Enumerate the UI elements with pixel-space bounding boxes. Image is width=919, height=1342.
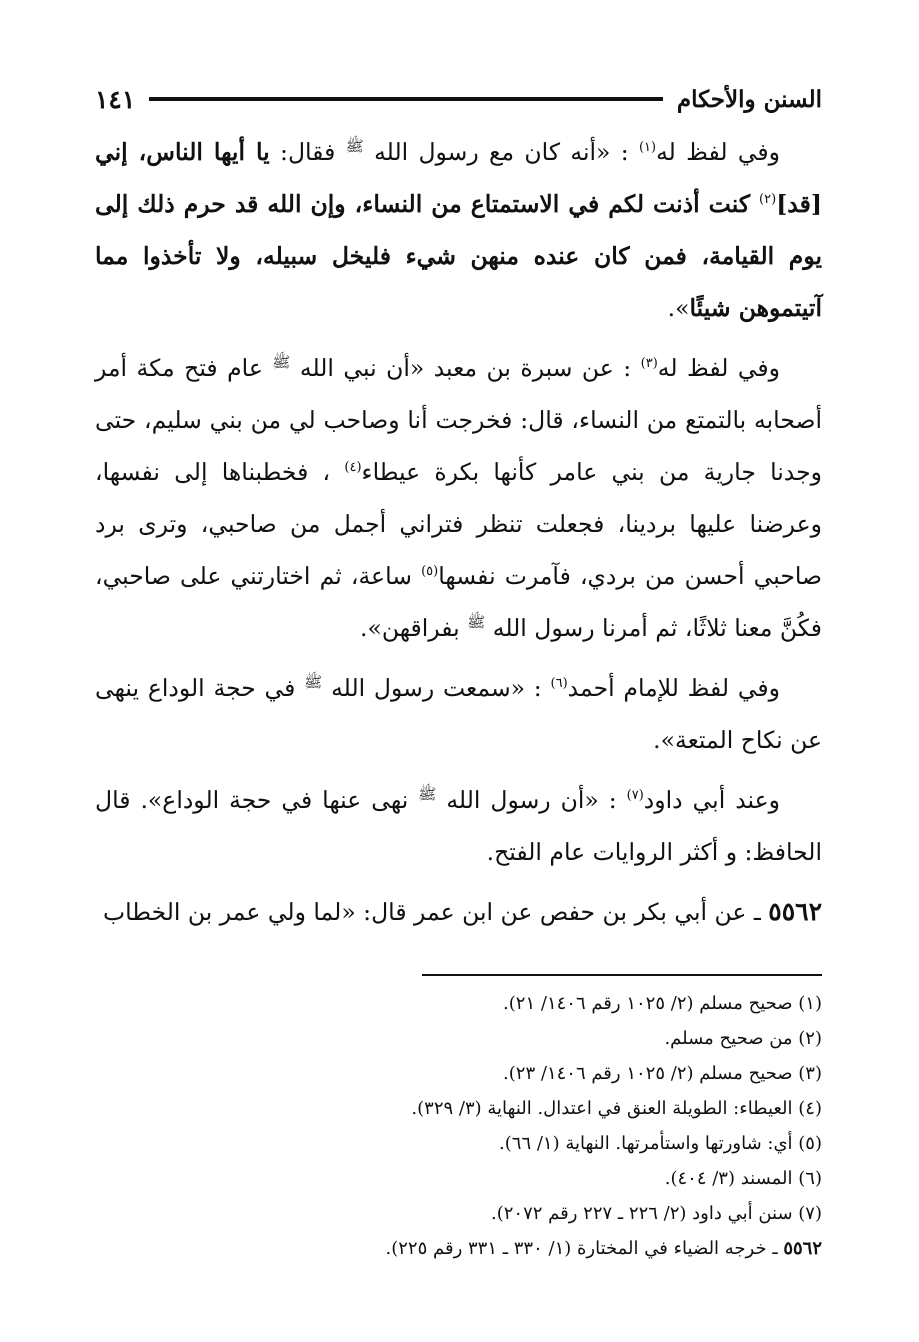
text-span: ـ عن أبي بكر بن حفص عن ابن عمر قال: «لما ولي عمر بن الخطاب	[103, 898, 769, 926]
text-span: وعند أبي داود	[643, 786, 780, 814]
footnote-item	[95, 1091, 822, 1126]
footnote-item	[95, 1021, 822, 1056]
footnote-number: (٣)	[798, 1063, 822, 1084]
hadith-number: ٥٥٦٢	[768, 897, 822, 926]
paragraph-4	[95, 774, 822, 878]
footnote-ref: (٥)	[421, 564, 439, 580]
footnote-number: (٧)	[798, 1203, 822, 1224]
text-span: بفراقهن».	[359, 614, 468, 642]
footnote-text: أي: شاورتها واستأمرتها. النهاية (١/ ٦٦).	[499, 1133, 799, 1154]
footnote-ref: (٣)	[640, 356, 658, 372]
salawat-icon: ﷺ	[345, 137, 364, 156]
footnote-text: ـ خرجه الضياء في المختارة (١/ ٣٣٠ ـ ٣٣١ رقم ٢٢٥).	[385, 1238, 784, 1259]
paragraph-2	[95, 342, 822, 654]
salawat-icon: ﷺ	[272, 353, 291, 372]
footnote-number: (٤)	[798, 1098, 822, 1119]
footnote-text: من صحيح مسلم.	[664, 1028, 799, 1049]
footnote-item	[95, 1196, 822, 1231]
page-number: ١٤١	[95, 84, 136, 114]
text-span: : «أن رسول الله	[436, 786, 627, 814]
text-span: وفي لفظ له	[657, 354, 780, 382]
text-span: وفي لفظ للإمام أحمد	[567, 674, 780, 702]
bold-text: يا أيها الناس، إني [قد]	[95, 138, 822, 218]
footnote-divider	[422, 974, 822, 976]
footnote-text: صحيح مسلم (٢/ ١٠٢٥ رقم ١٤٠٦/ ٢٣).	[503, 1063, 799, 1084]
text-span: ، فخطبناها إلى نفسها، وعرضنا عليها بردينا، فجعلت تنظر فتراني أجمل من صاحبي، وترى برد صاحبي أحسن من بردي، فآمرت نفسها	[95, 458, 822, 590]
text-span: : «سمعت رسول الله	[322, 674, 551, 702]
main-text	[95, 126, 822, 938]
text-span: في حجة الوداع ينهى عن نكاح المتعة».	[95, 674, 822, 754]
footnote-number: (٥)	[798, 1133, 822, 1154]
bold-text: كنت أذنت لكم في الاستمتاع من النساء، وإن الله قد حرم ذلك إلى يوم القيامة، فمن كان عنده منهن شيء فليخل سبيله، ولا تأخذوا مما آتيتموهن شيئًا	[95, 190, 822, 322]
text-span: فقال:	[269, 138, 346, 166]
footnotes	[95, 986, 822, 1266]
footnote-text: العيطاء: الطويلة العنق في اعتدال. النهاية (٣/ ٣٢٩).	[411, 1098, 799, 1119]
footnote-number: ٥٥٦٢	[783, 1238, 822, 1259]
footnote-number: (٦)	[798, 1168, 822, 1189]
paragraph-5	[95, 886, 822, 938]
text-span: : عن سبرة بن معبد «أن نبي الله	[290, 354, 641, 382]
footnote-text: المسند (٣/ ٤٠٤).	[664, 1168, 799, 1189]
footnote-item	[95, 1161, 822, 1196]
footnote-text: صحيح مسلم (٢/ ١٠٢٥ رقم ١٤٠٦/ ٢١).	[503, 993, 799, 1014]
footnote-item	[95, 1056, 822, 1091]
header-rule	[149, 97, 663, 101]
footnote-number: (١)	[798, 993, 822, 1014]
running-header	[95, 78, 822, 120]
salawat-icon: ﷺ	[467, 613, 486, 632]
footnote-ref: (٤)	[344, 460, 362, 476]
salawat-icon: ﷺ	[418, 785, 437, 804]
footnote-item	[95, 1126, 822, 1161]
book-page	[95, 78, 822, 1318]
salawat-icon: ﷺ	[304, 673, 323, 692]
footnote-ref: (٦)	[550, 676, 568, 692]
text-span: نهى عنها في حجة الوداع». قال الحافظ: و أكثر الروايات عام الفتح.	[95, 786, 822, 866]
text-span: : «أنه كان مع رسول الله	[363, 138, 639, 166]
paragraph-1	[95, 126, 822, 334]
footnote-ref: (٧)	[626, 788, 644, 804]
text-span: عام فتح مكة أمر أصحابه بالتمتع من النساء، قال: فخرجت أنا وصاحب لي من بني سليم، حتى وجدنا جارية من بني عامر كأنها بكرة عيطاء	[95, 354, 822, 486]
text-span: وفي لفظ له	[656, 138, 780, 166]
running-title: السنن والأحكام	[676, 85, 822, 113]
paragraph-3	[95, 662, 822, 766]
footnote-ref: (١)	[638, 140, 657, 156]
footnote-item	[95, 986, 822, 1021]
footnote-ref: (٢)	[759, 192, 777, 208]
footnote-item	[95, 1231, 822, 1266]
footnote-number: (٢)	[798, 1028, 822, 1049]
text-span: ساعة، ثم اختارتني على صاحبي، فكُنَّ معنا ثلاثًا، ثم أمرنا رسول الله	[95, 562, 822, 642]
footnote-text: سنن أبي داود (٢/ ٢٢٦ ـ ٢٢٧ رقم ٢٠٧٢).	[491, 1203, 799, 1224]
text-span: ».	[667, 294, 690, 322]
